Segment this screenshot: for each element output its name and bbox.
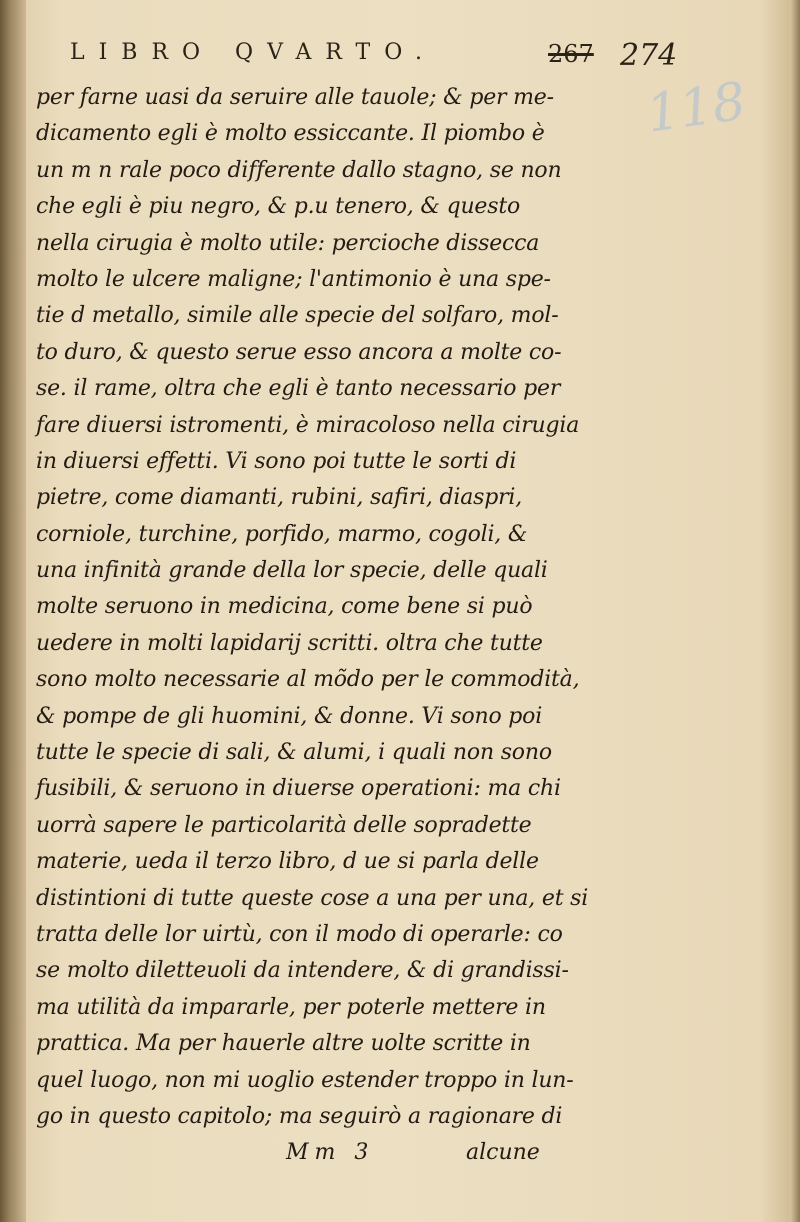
text-line: & pompe de gli huomini, & donne. Vi sono poi	[36, 703, 543, 729]
text-line: distintioni di tutte queste cose a una per una, et si	[36, 885, 589, 911]
text-line: tie d metallo, simile alle specie del solfaro, mol-	[36, 303, 559, 329]
body-text	[36, 80, 616, 1135]
text-line: prattica. Ma per hauerle altre uolte scritte in	[36, 1031, 531, 1057]
text-line: corniole, turchine, porfido, marmo, cogoli, &	[36, 521, 528, 547]
text-line: fare diuersi istromenti, è miracoloso nella cirugia	[36, 412, 580, 438]
text-line: se molto diletteuoli da intendere, & di grandissi-	[36, 958, 569, 984]
text-line: nella cirugia è molto utile: percioche dissecca	[36, 230, 540, 256]
margin-note: 118	[642, 71, 750, 145]
text-line: in diuersi effetti. Vi sono poi tutte le sorti di	[36, 448, 517, 474]
text-line: per farne uasi da seruire alle tauole; & per me-	[36, 85, 554, 110]
text-line: molte seruono in medicina, come bene si può	[36, 594, 533, 620]
text-line: uorrà sapere le particolarità delle sopradette	[36, 812, 532, 838]
folio-crossed-out: 267	[548, 40, 594, 68]
text-line: fusibili, & seruono in diuerse operationi: ma chi	[36, 776, 561, 802]
text-line: una infinità grande della lor specie, delle quali	[36, 558, 548, 584]
text-line: tratta delle lor uirtù, con il modo di operarle: co	[36, 921, 563, 947]
text-line: molto le ulcere maligne; l'antimonio è una spe-	[36, 266, 551, 292]
text-line: dicamento egli è molto essiccante. Il piombo è	[36, 121, 545, 147]
text-line: materie, ueda il terzo libro, d ue si parla delle	[36, 849, 539, 875]
text-line: un m n rale poco differente dallo stagno, se non	[36, 157, 562, 183]
text-line: go in questo capitolo; ma seguirò a ragionare di	[36, 1103, 563, 1129]
running-head: LIBRO QVARTO.	[70, 40, 436, 65]
binding-gutter	[0, 0, 26, 1222]
signature-mark: Mm 3	[286, 1140, 375, 1165]
page-edge	[790, 0, 800, 1222]
text-line: che egli è piu negro, & p.u tenero, & questo	[36, 194, 521, 220]
folio-handwritten: 274	[620, 38, 678, 73]
text-line: ma utilità da impararle, per poterle mettere in	[36, 994, 546, 1020]
text-line: pietre, come diamanti, rubini, safiri, diaspri,	[36, 485, 523, 511]
footer-row	[36, 1140, 616, 1176]
text-line: to duro, & questo serue esso ancora a molte co-	[36, 339, 562, 365]
text-line: uedere in molti lapidarij scritti. oltra che tutte	[36, 630, 543, 656]
catchword: alcune	[466, 1140, 540, 1165]
text-line: quel luogo, non mi uoglio estender troppo in lun-	[36, 1067, 574, 1093]
text-line: se. il rame, oltra che egli è tanto necessario per	[36, 376, 561, 402]
text-line: sono molto necessarie al mõdo per le commodità,	[36, 667, 580, 693]
text-line: tutte le specie di sali, & alumi, i quali non sono	[36, 740, 552, 766]
